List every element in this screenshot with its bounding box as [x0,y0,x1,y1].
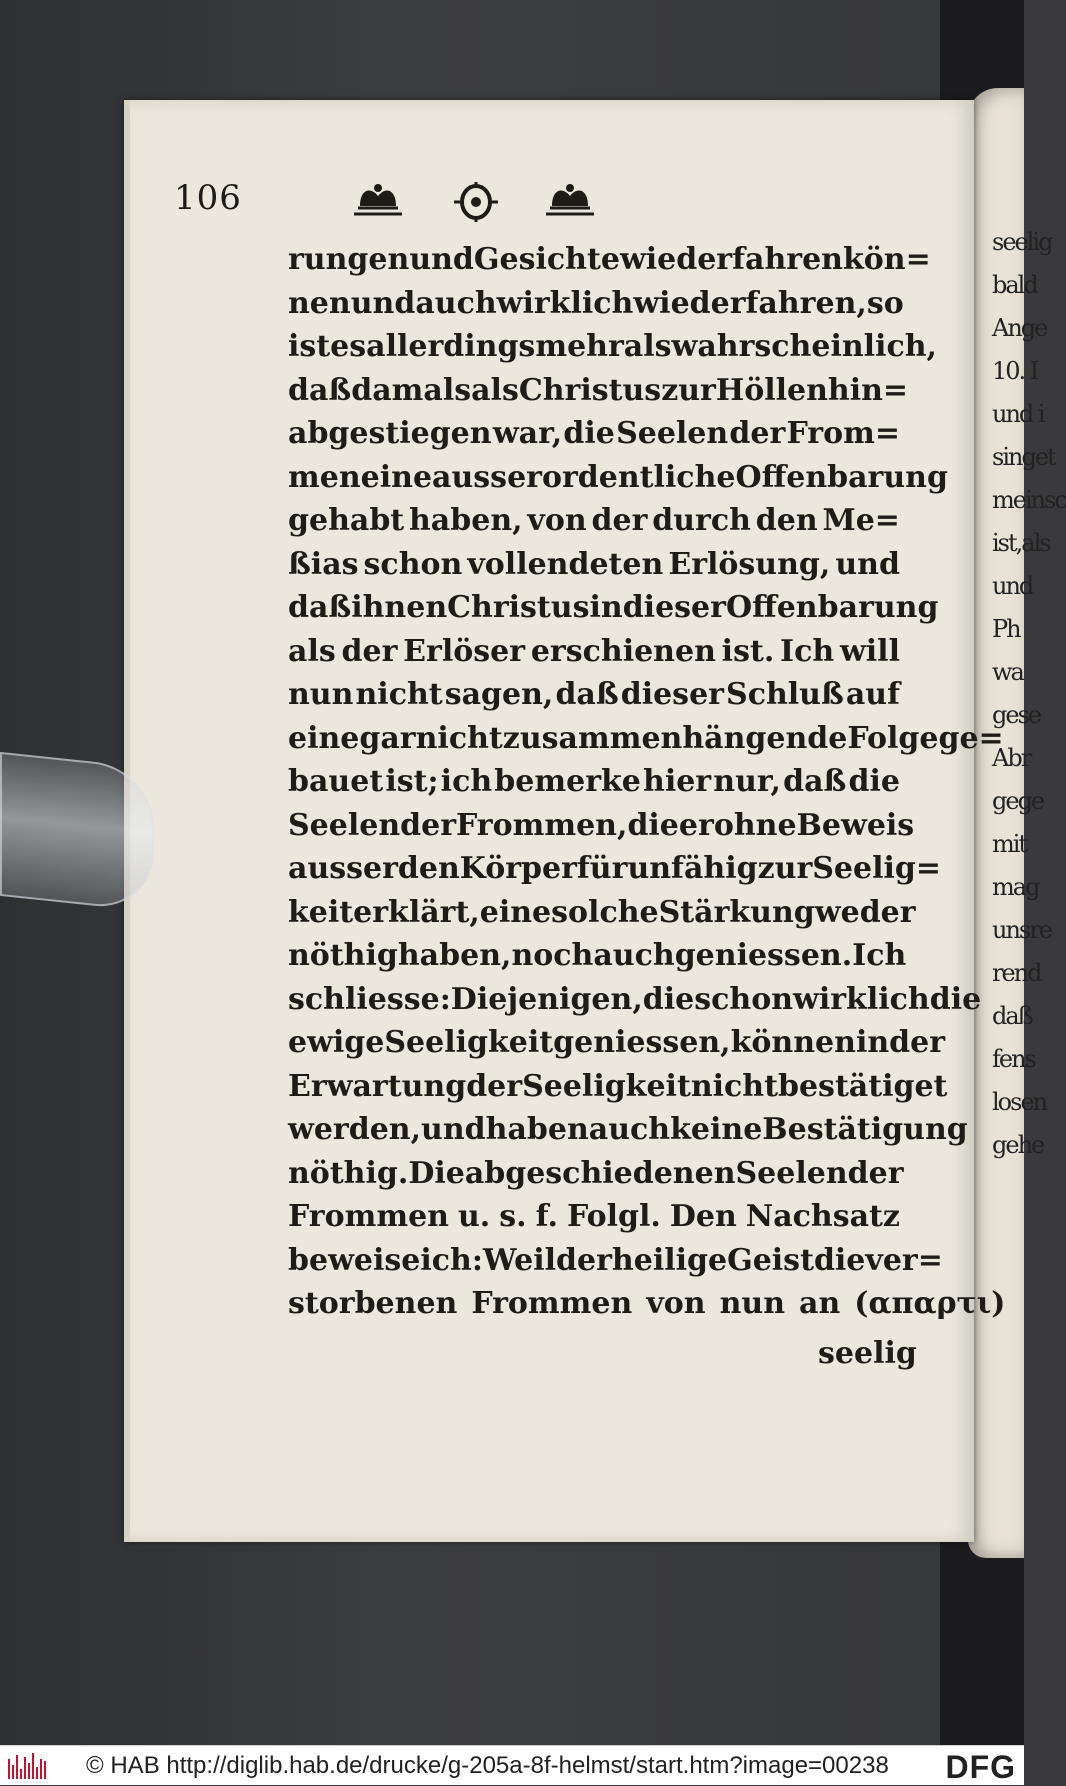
text-line [288,720,1004,765]
text-line [288,764,900,808]
text-line [288,1242,943,1287]
facing-page [968,88,1066,1558]
word: als [623,329,672,364]
word: der [847,1155,904,1191]
word: keit [288,894,354,930]
facing-page-fragment: mag [992,873,1039,901]
word: bemerke [494,764,641,799]
word: Weil [482,1242,557,1278]
word: erschienen [530,633,716,669]
word: eine [288,720,360,756]
word: wiederfahren [619,242,843,277]
text-line [288,590,939,634]
word: ist [288,329,331,364]
word: Ich [780,633,835,669]
word: Ich [852,938,907,973]
word: die [929,981,982,1017]
word: s. [499,1199,527,1234]
text-line [288,1199,900,1243]
crown-ornament-left-icon [350,180,406,220]
word: nun [719,1286,786,1321]
word: Den [669,1199,737,1234]
word: nicht [415,720,503,756]
word: schon [694,981,794,1017]
word: er [678,807,714,843]
text-line [288,285,904,330]
word: u. [458,1199,491,1234]
word: ver= [865,1242,943,1278]
word: Seeligkeit [522,1068,691,1104]
word: auch [593,938,675,973]
facing-page-fragment: bald [992,271,1037,299]
word: können [730,1025,856,1060]
word: Beweis [796,807,915,843]
facing-page-fragment: seelig [992,228,1052,256]
facing-page-fragment: unsre [992,916,1051,944]
word: From= [786,416,900,451]
word: storbenen [288,1286,458,1321]
word: ist; [385,764,439,799]
word: keine [670,1112,763,1147]
word: die [848,764,900,799]
word: daß [783,764,847,799]
word: haben, [409,503,523,538]
text-line [288,677,900,721]
text-line [288,981,982,1026]
word: und [409,242,474,277]
word: der [341,633,398,669]
word: zur [661,372,716,408]
word: wirklich [793,981,930,1017]
word: hier [643,764,712,799]
word: daß [288,372,352,408]
text-line [288,1025,946,1069]
word: nöthig. [288,1155,409,1191]
word: geniessen, [553,1025,731,1060]
word: gar [359,720,416,756]
word: Offenbarung [735,459,948,495]
word: werden, [288,1112,422,1147]
word: Christus [447,590,590,625]
text-line [288,807,915,852]
facing-page-fragment: rend [992,959,1041,987]
word: solche [551,894,659,930]
word: der [400,807,457,843]
source-url[interactable]: © HAB http://diglib.hab.de/drucke/g-205a-8f-helmst/start.htm?image=00238 [86,1751,889,1779]
word: Bestätigung [762,1112,968,1147]
word: allerdings [366,329,536,364]
text-line [288,1155,904,1200]
word: ohne [713,807,797,843]
text-line [288,242,931,286]
word: auch [588,1112,671,1147]
word: Höllen [715,372,828,408]
text-line [288,503,900,547]
word: unfähig [627,851,758,886]
word: noch [511,938,594,973]
word: Me= [822,503,900,538]
hab-barcode-logo-icon [8,1753,46,1779]
footer-bar [0,1745,1024,1785]
word: zur [757,851,813,886]
word: Frommen [288,1199,449,1234]
word: schon [363,546,463,582]
text-line [288,329,937,373]
catchword: seelig [818,1336,917,1371]
word: dieser [620,677,724,712]
word: so [866,285,904,321]
word: bauet [288,764,384,799]
text-line [288,1286,1006,1330]
word: kön= [842,242,931,277]
word: zusammenhängende [502,720,848,756]
word: rungen [288,242,410,277]
facing-page-fragment: ist,als [992,529,1050,557]
word: nicht [690,1068,778,1104]
word: beweise [288,1242,421,1278]
word: den [397,851,460,886]
facing-page-fragment: wa [992,658,1023,686]
word: weder [814,894,916,930]
word: und [835,546,900,582]
word: eine [360,459,433,495]
text-line [288,372,909,417]
word: den [755,503,818,538]
text-line [288,547,900,591]
word: Schluß [726,677,844,712]
facing-page-fragment: fens [992,1045,1035,1073]
word: in [855,1025,890,1060]
word: erklärt, [353,894,480,930]
word: Stärkung [658,894,815,930]
word: Nachsatz [745,1199,900,1234]
word: an [799,1286,841,1321]
text-line [288,1112,968,1156]
word: als [288,633,336,669]
word: eine [479,894,552,930]
facing-page-fragment: singet [992,443,1055,471]
facing-page-fragment: daß [992,1002,1032,1030]
word: nun [288,677,354,712]
word: Seelen [735,1155,848,1191]
word: daß [555,677,619,712]
word: wahrscheinlich, [671,329,937,364]
word: ihnen [351,590,448,625]
word: die [813,1242,866,1278]
word: ich [440,764,493,799]
facing-page-fragment: mit [992,830,1027,858]
word: Seelen [288,807,401,843]
page-header [174,178,734,226]
word: sagen, [444,677,554,712]
word: abgestiegen [288,416,492,451]
word: Diejenigen, [450,981,643,1017]
dfg-logo: DFG [945,1749,1016,1785]
word: nicht [355,677,443,712]
word: der [729,416,786,451]
word: von [646,1286,706,1321]
word: geniessen. [674,938,853,973]
word: mehr [535,329,624,364]
word: Die [408,1155,465,1191]
word: und [421,1112,486,1147]
word: in [589,590,623,625]
word: ausser [288,851,398,886]
word: bestätiget [777,1068,948,1104]
word: daß [288,590,352,625]
word: ist. [721,633,775,669]
word: der [591,503,648,538]
word: auch [415,285,497,321]
word: Erlösung, [668,546,831,582]
word: Offenbarung [725,590,939,625]
word: die [563,416,615,451]
text-line [288,634,900,678]
facing-page-fragment: Ph [992,615,1020,643]
word: es [330,329,367,364]
word: und [350,285,416,321]
facing-page-fragment: und i [992,400,1044,428]
word: will [839,633,900,669]
word: auf [845,677,900,712]
word: damals [351,372,472,408]
word: ge= [938,720,1004,756]
facing-page-fragment: losen [992,1088,1047,1116]
text-line [288,938,907,982]
word: Folge [847,720,939,756]
word: für [576,851,628,886]
word: nöthig [288,938,398,973]
facing-page-fragment: gehe [992,1131,1044,1159]
word: Seelen [616,416,729,451]
word: von [527,503,587,538]
word: die [642,981,695,1017]
word: Folgl. [566,1199,661,1234]
word: nur, [713,764,781,799]
facing-page-fragment: gege [992,787,1044,815]
word: Seeligkeit [384,1025,554,1060]
facing-page-fragment: meinsc [992,486,1066,514]
word: Erwartung [288,1068,467,1104]
word: der [889,1025,946,1060]
word: gehabt [288,503,405,538]
word: Erlöser [403,633,526,669]
word: ßias [288,546,359,582]
word: ausserordentliche [432,459,736,495]
word: hin= [827,372,909,408]
text-line [288,1068,948,1113]
word: Gesichte [473,242,620,277]
word: haben [485,1112,589,1147]
facing-page-fragment: gese [992,701,1041,729]
word: Seelig= [812,851,941,886]
word: haben, [397,938,512,973]
word: Christus [518,372,662,408]
page-number: 106 [174,178,242,218]
crown-ornament-right-icon [542,180,598,220]
word: ich: [420,1242,483,1278]
facing-page-fragment: Abr [992,744,1031,772]
word: Frommen, [456,807,628,843]
word: f. [535,1199,558,1234]
word: men [288,459,361,495]
word: Körper [459,851,577,886]
word: wirklich [496,285,634,321]
text-line [288,851,941,895]
text-line [288,459,948,504]
word: der [466,1068,523,1104]
word: wiederfahren, [633,285,867,321]
word: vollendeten [467,546,664,582]
word: die [627,807,679,843]
word: (απαρτι) [854,1286,1006,1321]
word: Geist [727,1242,814,1278]
word: schliesse: [288,981,451,1017]
word: war, [492,416,563,451]
word: als [471,372,519,408]
word: durch [652,503,751,538]
facing-page-fragment: und [992,572,1033,600]
word: ewige [288,1025,385,1060]
word: abgeschiedenen [464,1155,736,1191]
word: Frommen [471,1286,633,1321]
text-line [288,894,916,939]
word: der [556,1242,612,1278]
facing-page-fragment: 10. I [992,357,1038,385]
word: nen [288,285,351,321]
text-line [288,416,900,460]
word: dieser [622,590,726,625]
facing-page-fragment: Ange [992,314,1047,342]
word: heilige [611,1242,728,1278]
floral-ornament-center-icon [452,180,500,224]
